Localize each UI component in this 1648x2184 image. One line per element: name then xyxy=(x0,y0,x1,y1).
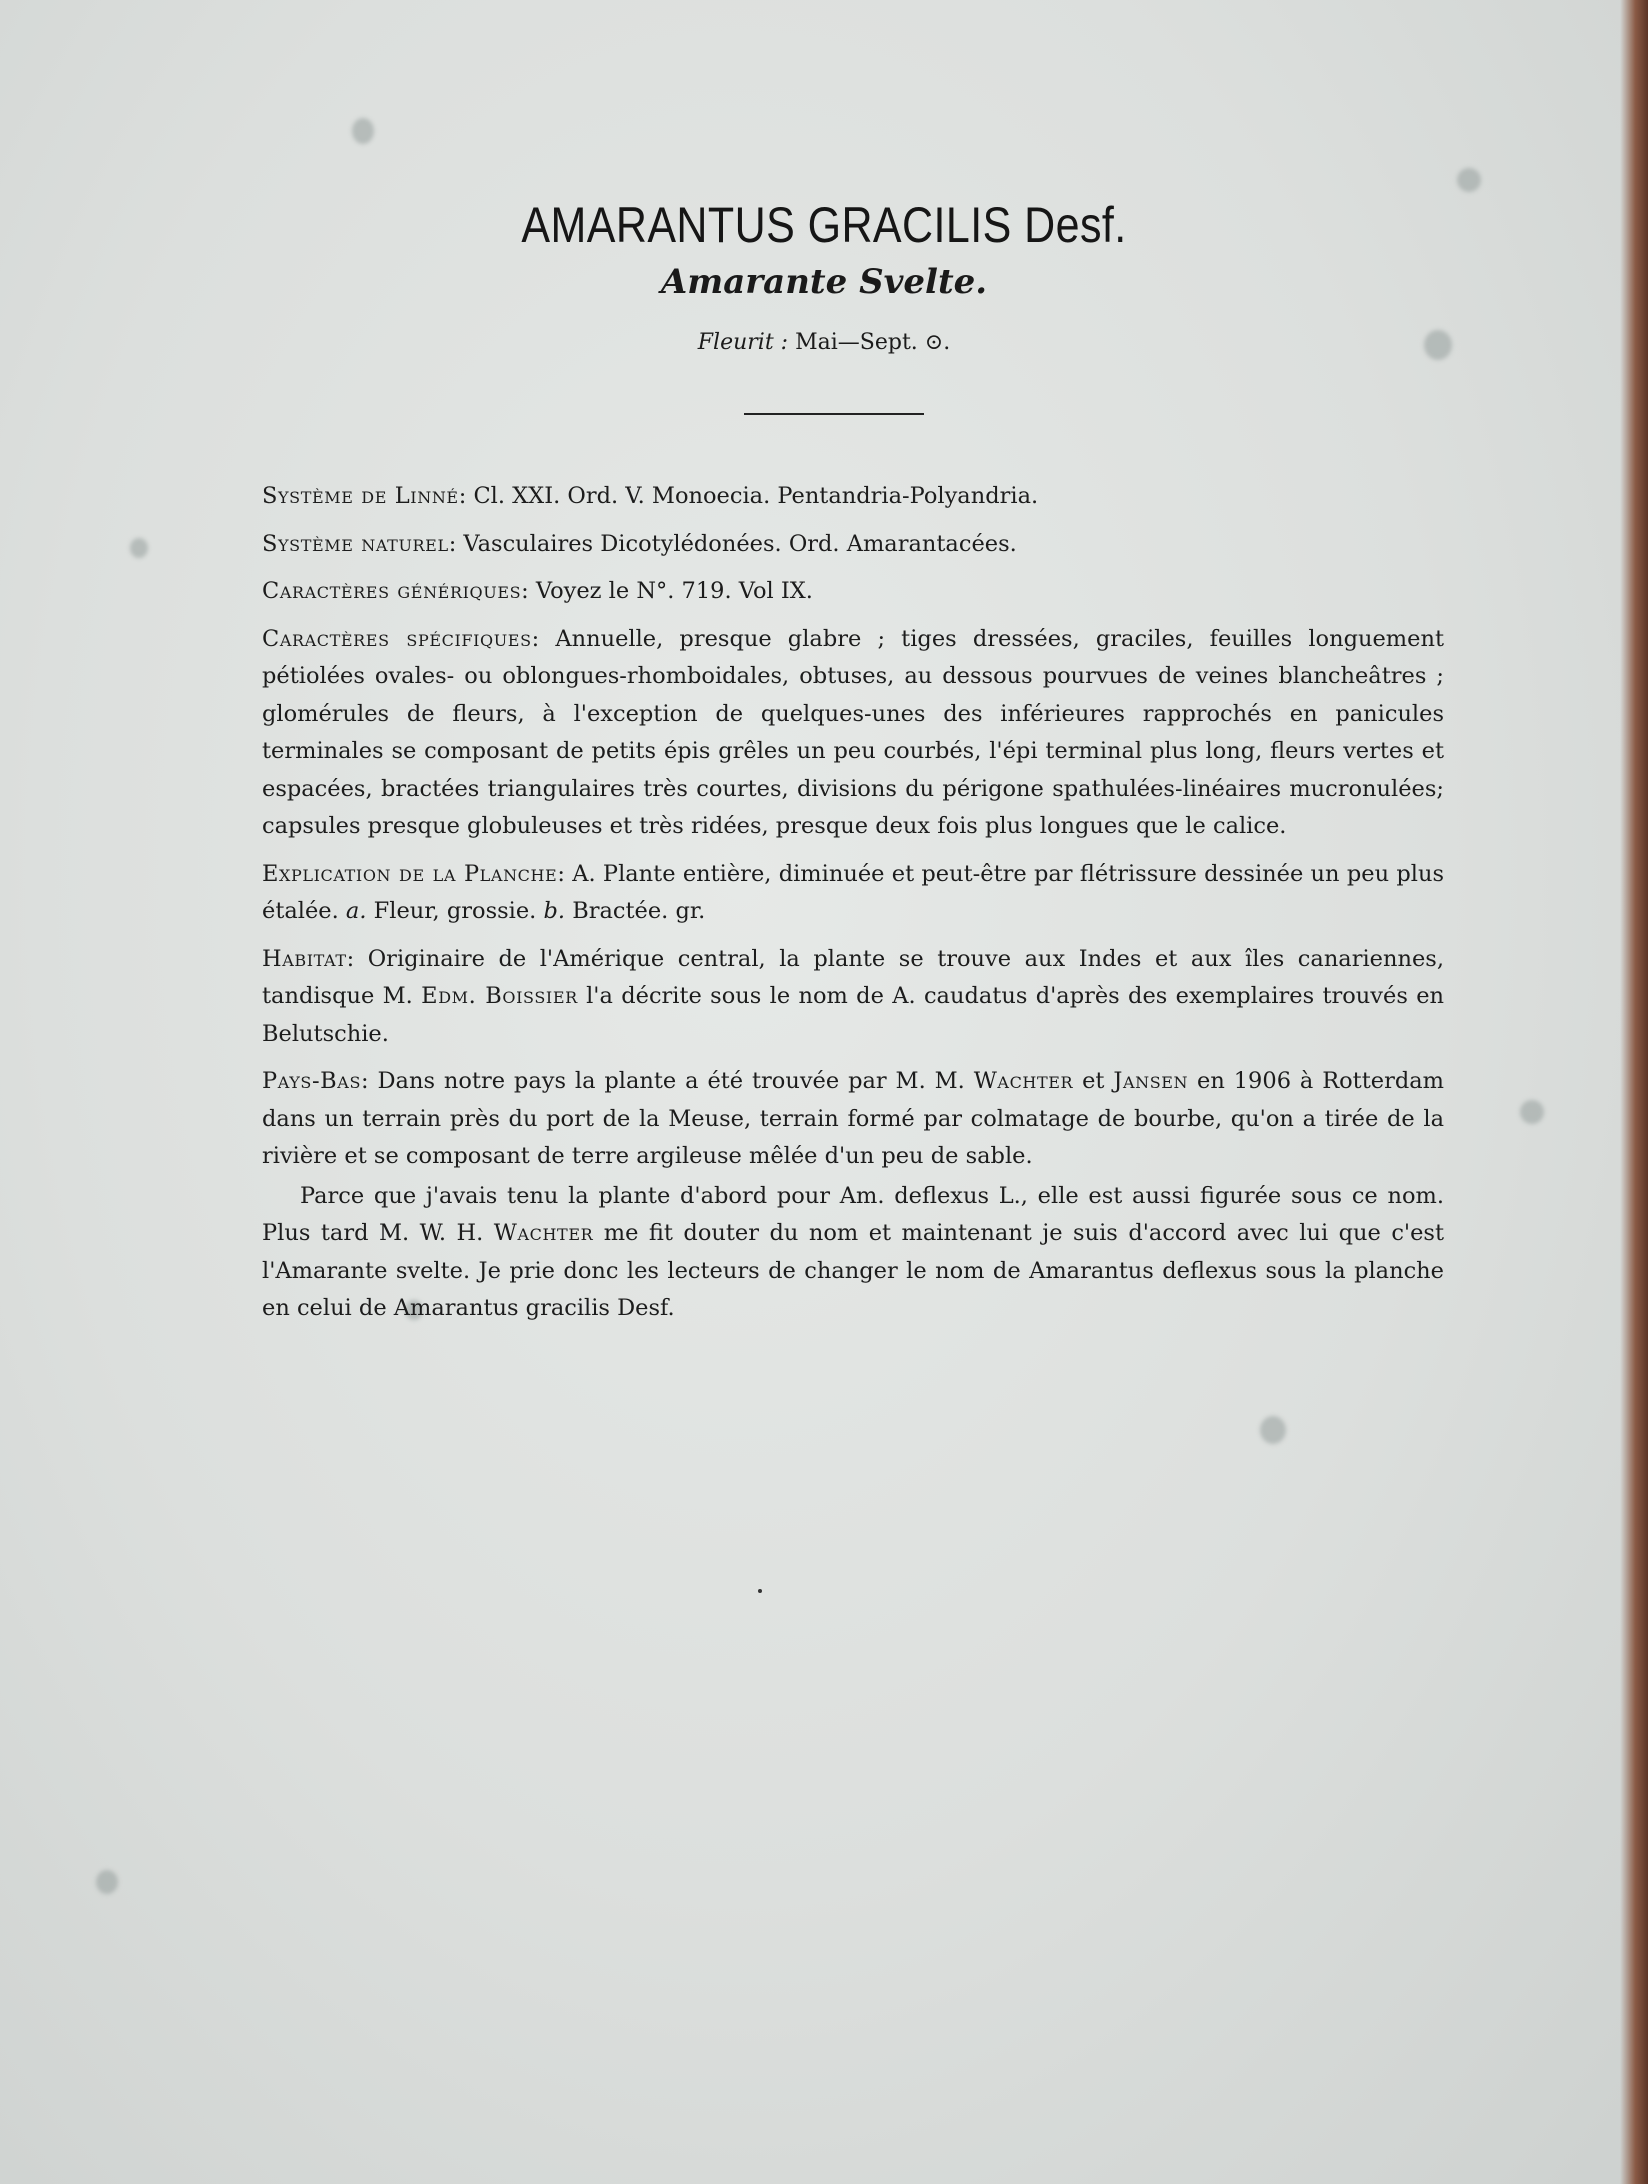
paragraph-linne xyxy=(262,478,1444,516)
person-name: Wachter xyxy=(493,1220,594,1246)
paragraph-habitat xyxy=(262,941,1444,1054)
paper-spot xyxy=(96,1870,118,1894)
section-label: Système de Linné xyxy=(262,483,459,509)
paper-spot xyxy=(1260,1416,1286,1444)
section-text: Bractée. gr. xyxy=(572,898,706,924)
person-name: Edm. Boissier xyxy=(421,983,578,1009)
section-label: Pays-Bas xyxy=(262,1068,362,1094)
flowering-period xyxy=(0,330,1648,355)
section-text: : Cl. XXI. Ord. V. Monoecia. Pentandria-Polyandria. xyxy=(458,483,1039,509)
paper-spot xyxy=(1457,168,1481,192)
paragraph-explication xyxy=(262,856,1444,931)
flowering-label: Fleurit : xyxy=(697,330,789,355)
section-text: Fleur, grossie. xyxy=(373,898,537,924)
paper-spot xyxy=(130,538,148,558)
book-edge xyxy=(1620,0,1648,2184)
paragraph-paysbas xyxy=(262,1063,1444,1176)
section-text: : Voyez le N°. 719. Vol IX. xyxy=(521,578,813,604)
page-title: AMARANTUS GRACILIS Desf. xyxy=(521,197,1127,253)
section-text: l'a décrite sous le nom de A. caudatus d'après des exemplaires trouvés en Belutschie. xyxy=(262,983,1444,1047)
paragraph-naturel xyxy=(262,526,1444,564)
title-rule xyxy=(744,413,924,415)
section-label: Caractères spécifiques xyxy=(262,625,532,652)
section-label: Explication de la Planche xyxy=(262,860,558,887)
person-name: Wachter xyxy=(973,1068,1074,1094)
section-text: Parce que j'avais tenu la plante d'abord pour Am. deflexus L., elle est aussi figurée sous ce nom. Plus tard M. W. H. xyxy=(262,1182,1444,1246)
section-label: Habitat xyxy=(262,945,347,972)
flowering-value: Mai—Sept. ⊙. xyxy=(795,330,951,355)
section-text: : Dans notre pays la plante a été trouvée par M. M. xyxy=(361,1068,965,1094)
paragraph-note xyxy=(262,1178,1444,1328)
ink-dot xyxy=(758,1589,762,1593)
section-text: : Originaire de l'Amérique central, la plante se trouve aux Indes et aux îles canariennes, tandisque M. xyxy=(262,945,1444,1009)
paper-spot xyxy=(1520,1100,1544,1124)
figure-ref-b: b. xyxy=(543,898,566,924)
person-name: Jansen xyxy=(1113,1068,1189,1094)
paragraph-specifiques xyxy=(262,621,1444,846)
section-text: en 1906 à Rotterdam dans un terrain près du port de la Meuse, terrain formé par colmatage de bourbe, qu'on a tirée de la rivière et se composant de terre argileuse mêlée d'un peu de sable. xyxy=(262,1068,1444,1169)
section-text: et xyxy=(1082,1068,1105,1094)
paper-spot xyxy=(352,118,374,144)
section-text: : A. Plante entière, diminuée et peut-être par flétrissure dessinée un peu plus étalée. xyxy=(262,860,1444,924)
section-text: : Annuelle, presque glabre ; tiges dressées, graciles, feuilles longuement pétiolées ovales- ou oblongues-rhomboidales, obtuses, au dessous pourvues de veines blancheâtres ; glomérules de fleurs, à l'exception de quelques-unes des inférieures rapprochés en panicules terminales se composant de petits épis grêles un peu courbés, l'épi terminal plus long, fleurs vertes et espacées, bractées triangulaires très courtes, divisions du périgone spathulées-linéaires mucronulées; capsules presque globuleuses et très ridées, presque deux fois plus longues que le calice. xyxy=(262,625,1444,839)
section-label: Caractères génériques xyxy=(262,578,522,604)
figure-ref-a: a. xyxy=(345,898,367,924)
description-body xyxy=(262,478,1444,1338)
paragraph-generiques xyxy=(262,573,1444,611)
section-text: : Vasculaires Dicotylédonées. Ord. Amarantacées. xyxy=(448,530,1017,557)
section-text: me fit douter du nom et maintenant je suis d'accord avec lui que c'est l'Amarante svelte. Je prie donc les lecteurs de changer le nom de Amarantus deflexus sous la planche en celui de Amarantus gracilis Desf. xyxy=(262,1220,1445,1321)
section-label: Système naturel xyxy=(262,530,449,557)
page-subtitle: Amarante Svelte. xyxy=(660,262,988,302)
